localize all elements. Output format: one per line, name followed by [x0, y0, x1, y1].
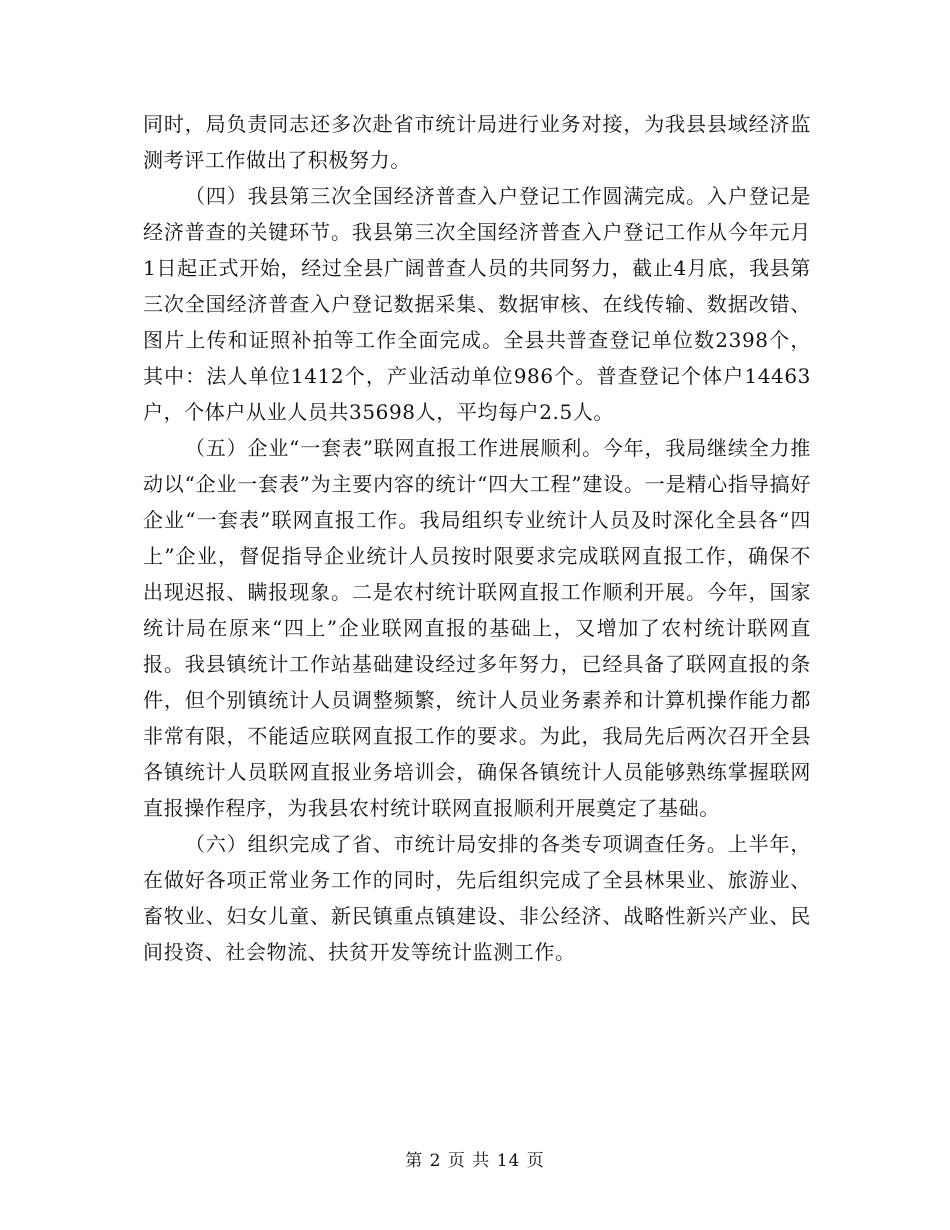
paragraph-section-6: （六）组织完成了省、市统计局安排的各类专项调查任务。上半年，在做好各项正常业务工作的同时，先后组织完成了全县林果业、旅游业、畜牧业、妇女儿童、新民镇重点镇建设、非公经济、战略性新兴产业、民间投资、社会物流、扶贫开发等统计监测工作。 [143, 832, 811, 964]
paragraph-section-4: （四）我县第三次全国经济普查入户登记工作圆满完成。入户登记是经济普查的关键环节。我县第三次全国经济普查入户登记工作从今年元月1日起正式开始，经过全县广阔普查人员的共同努力，截止4月底，我县第三次全国经济普查入户登记数据采集、数据审核、在线传输、数据改错、图片上传和证照补拍等工作全面完成。全县共普查登记单位数2398个，其中：法人单位1412个，产业活动单位986个。普查登记个体户14463户，个体户从业人员共35698人，平均每户2.5人。 [143, 184, 811, 424]
page-number-footer: 第 2 页 共 14 页 [405, 1151, 545, 1171]
document-body [143, 106, 811, 970]
paragraph-section-5: （五）企业“一套表”联网直报工作进展顺利。今年，我局继续全力推动以“企业一套表”为主要内容的统计“四大工程”建设。一是精心指导搞好企业“一套表”联网直报工作。我局组织专业统计人员及时深化全县各“四上”企业，督促指导企业统计人员按时限要求完成联网直报工作，确保不出现迟报、瞒报现象。二是农村统计联网直报工作顺利开展。今年，国家统计局在原来“四上”企业联网直报的基础上，又增加了农村统计联网直报。我县镇统计工作站基础建设经过多年努力，已经具备了联网直报的条件，但个别镇统计人员调整频繁，统计人员业务素养和计算机操作能力都非常有限，不能适应联网直报工作的要求。为此，我局先后两次召开全县各镇统计人员联网直报业务培训会，确保各镇统计人员能够熟练掌握联网直报操作程序，为我县农村统计联网直报顺利开展奠定了基础。 [143, 436, 811, 820]
paragraph-continuation: 同时，局负责同志还多次赴省市统计局进行业务对接，为我县县域经济监测考评工作做出了积极努力。 [143, 112, 811, 172]
